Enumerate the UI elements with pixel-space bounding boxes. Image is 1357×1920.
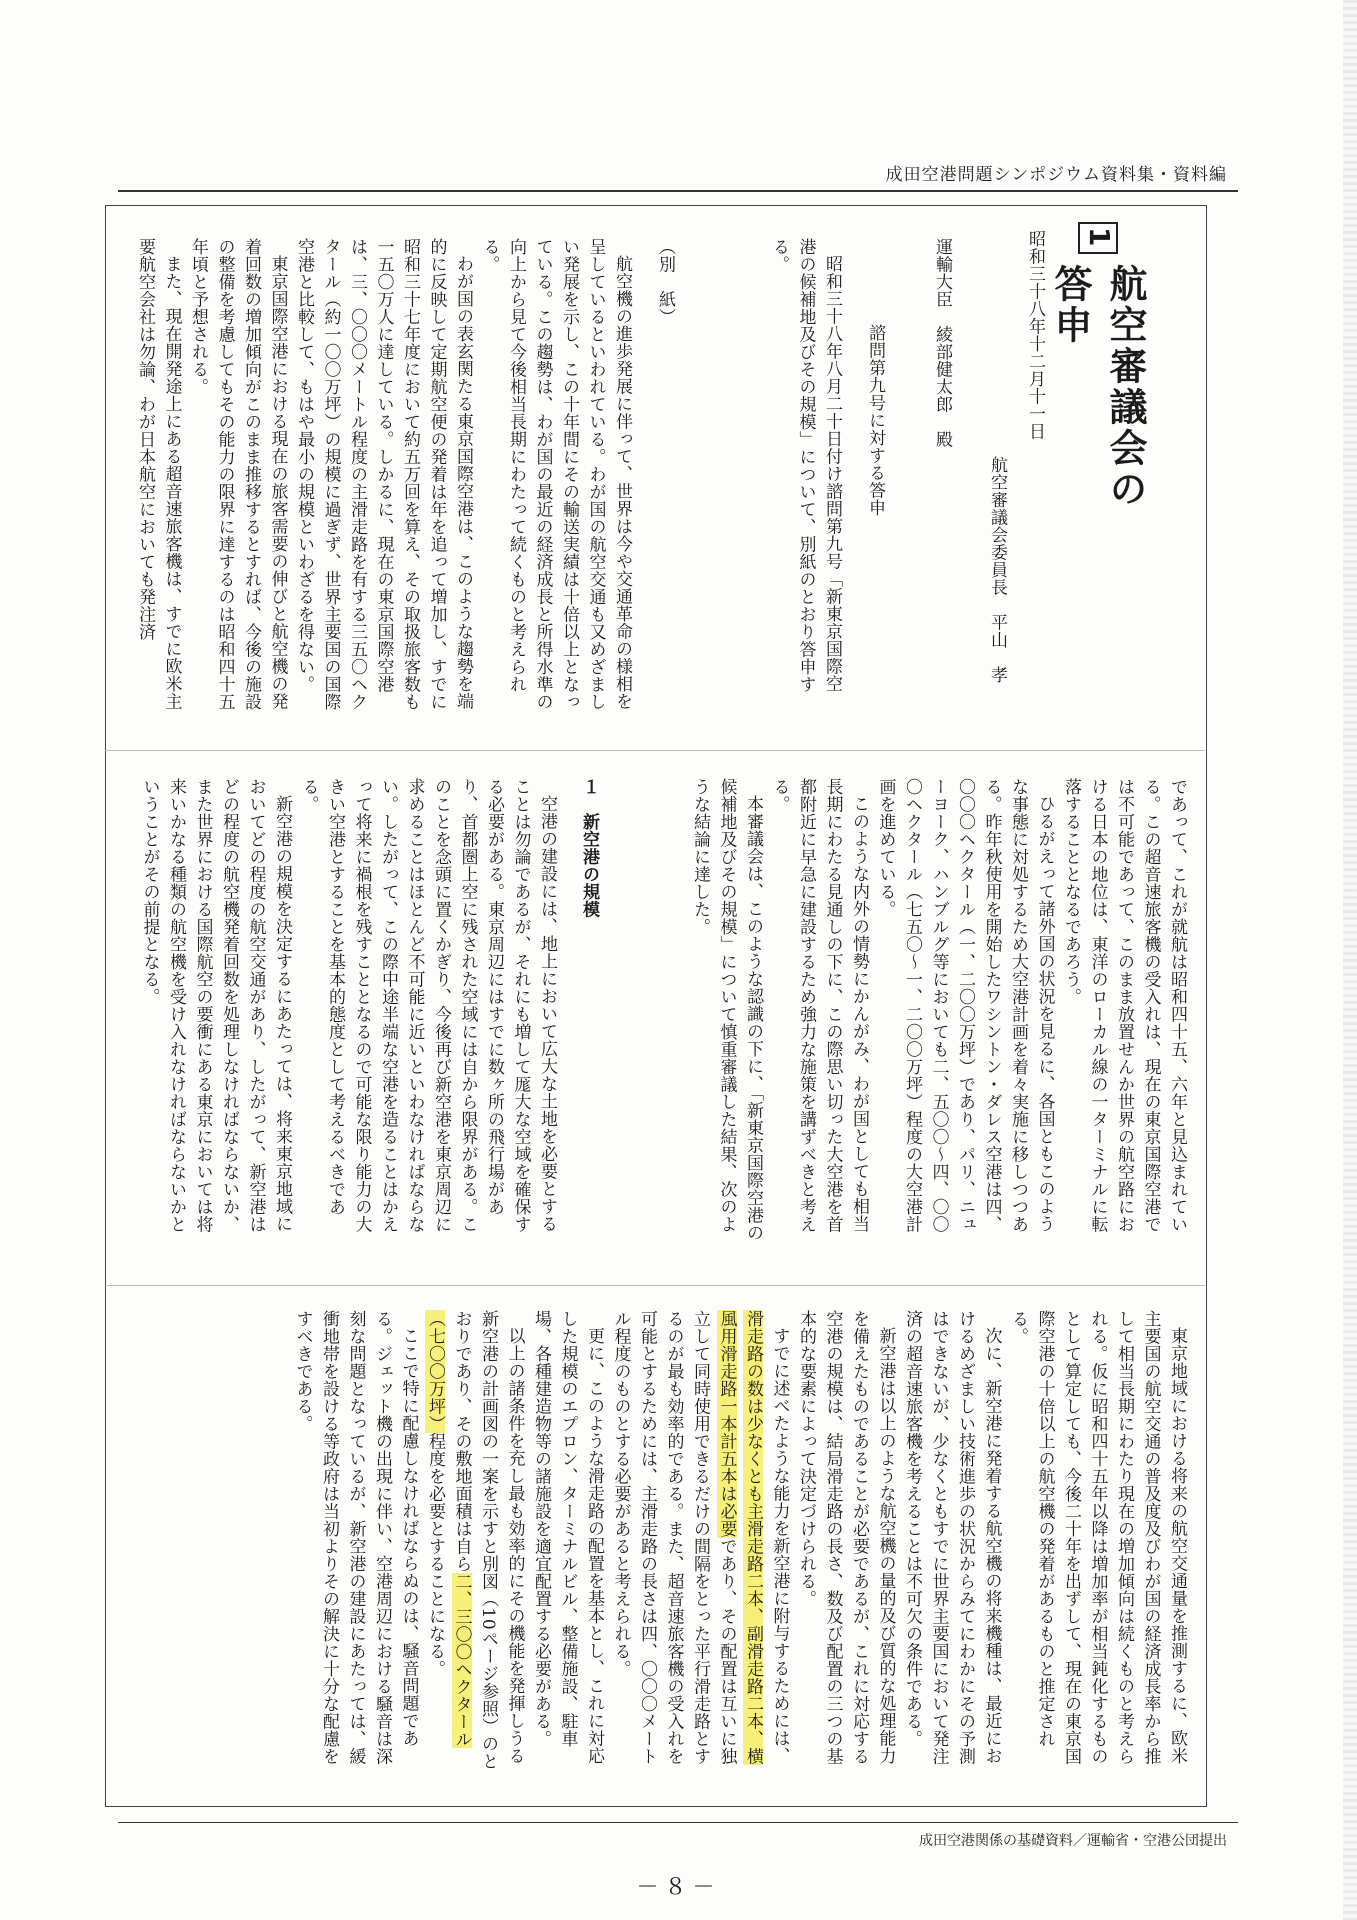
context-body (690, 778, 1190, 1248)
header-title: 成田空港問題シンポジウム資料集・資料編 (885, 165, 1227, 185)
paragraph: 本審議会は、このような認識の下に、「新東京国際空港の候補地及びその規模」について慎重審議した結果、次のような結論に達した。 (690, 778, 763, 1242)
paragraph: 航空機の進歩発展に伴って、世界は今や交通革命の様相を呈しているといわれている。わが国の航空交通も又めざましい発展を示し、この十年間にその輸送実績は十倍以上となっている。この趨勢は、わが国の最近の経済成長と所得水準の向上から見て今後相当長期にわたって続くものと考えられる。 (479, 238, 632, 711)
paragraph: ひるがえって諸外国の状況を見るに、各国ともこのような事態に対処するため大空港計画を着々実施に移しつつある。昨年秋使用を開始したワシントン・ダレス空港は四、〇〇〇ヘクタール（一、二〇〇万坪）であり、パリ、ニューヨーク、ハンブルグ等においても二、五〇〇～四、〇〇〇ヘクタール（七五〇～一、二〇〇万坪）程度の大空港計画を進めている。 (875, 778, 1055, 1233)
text-run: であり、その配置は互いに独立して同時使用できるだけの間隔をとった平行滑走路とするのが最も効率的である。また、超音速旅客機の受入れを可能とするためには、主滑走路の長さは四、〇〇〇メートル程度のものとする必要があると考えられる。 (610, 1310, 737, 1765)
paragraph: 次に、新空港に発着する航空機の将来機種は、最近におけるめざましい技術進歩の状況からみてにわかにその予測はできないが、少なくともすでに世界主要国において発注済の超音速旅客機を考えることは不可欠の条件である。 (902, 1310, 1002, 1765)
text-run: 程度を必要とすることになる。 (425, 1432, 445, 1678)
paragraph: であって、これが就航は昭和四十五、六年と見込まれている。この超音速旅客機の受入れは、現在の東京国際空港では不可能であって、このまま放置せんか世界の航空路における日本の地位は、東洋のローカル線の一ターミナルに転落することとなるであろう。 (1061, 778, 1187, 1233)
reply-title: 諮問第九号に対する答申 (865, 324, 885, 517)
footer-rule (118, 1822, 1238, 1823)
document-date: 昭和三十八年十二月十一日 (1025, 230, 1045, 440)
paragraph: このような内外の情勢にかんがみ、わが国としても相当長期にわたる見通しの下に、この際思い切った大空港を首都附近に早急に建設するため強力な施策を講ずべきと考える。 (769, 778, 869, 1233)
footer-source: 成田空港関係の基礎資料／運輸省・空港公団提出 (919, 1833, 1227, 1849)
highlighted-text: 二、三〇〇ヘクタール（七〇〇万坪） (425, 1310, 472, 1748)
tier-divider (105, 1285, 1205, 1286)
tier-divider (105, 750, 1205, 751)
header-rule (118, 190, 1238, 192)
document-number: 1 (1078, 222, 1118, 254)
highlighted-text: 滑走路の数は少なくとも主滑走路二本、副滑走路二本、横風用滑走路一本計五本は必要 (716, 1310, 763, 1765)
paragraph: わが国の表玄関たる東京国際空港は、このような趨勢を端的に反映して定期航空便の発着は年を追って増加し、すでに昭和三十七年度において約五万回を算え、その取扱旅客数も一五〇万人に達している。しかるに、現在の東京国際空港は、三、〇〇〇メートル程度の主滑走路を有する三五〇ヘクタール（約一〇〇万坪）の規模に過ぎず、世界主要国の国際空港と比較して、もはや最小の規模といわざるを得ない。 (294, 238, 473, 711)
cover-paragraph: 昭和三十八年八月二十日付け諮問第九号「新東京国際空港の候補地及びその規模」について、別紙のとおり答申する。 (769, 238, 842, 693)
paragraph: 新空港の規模を決定するにあたっては、将来東京地域においてどの程度の航空交通があり、したがって、新空港はどの程度の航空機発着回数を処理しなければならないか、また世界における国際航空の要衝にある東京においては将来いかなる種類の航空機を受け入れなければならないかということがその前提となる。 (139, 778, 292, 1233)
document-title-text: 航空審議会の答申 (1048, 264, 1147, 511)
document-to: 運輸大臣 綾部健太郎 殿 (932, 238, 952, 448)
section1-continued (88, 1310, 1190, 1780)
scan-edge (1343, 0, 1357, 1920)
document-title (1048, 222, 1147, 522)
cover-body (695, 238, 845, 708)
section-heading: １ 新空港の規模 (579, 778, 599, 918)
paragraph (607, 1310, 793, 1780)
paragraph: また、現在開発途上にある超音速旅客機は、すでに欧米主要航空会社は勿論、わが日本航空においても発注済 (135, 238, 182, 710)
paragraph (422, 1310, 528, 1780)
page-number: －８－ (636, 1875, 721, 1900)
paragraph: 更に、このような滑走路の配置を基本とし、これに対応した規模のエプロン、ターミナルビル、整備施設、駐車場、各種建造物等の諸施設を適宜配置する必要がある。 (531, 1310, 604, 1765)
appendix-label: （別 紙） (655, 238, 675, 326)
appendix-body (135, 238, 635, 718)
text-run: 以上の諸条件を充し最も効率的にその機能を発揮しうる新空港の計画図の一案を示すと別図（10ページ参照）のとおりであり、その敷地面積は自ら (451, 1310, 525, 1771)
document-from: 航空審議会委員長 平山 孝 (987, 456, 1007, 684)
paragraph: 空港の建設には、地上において広大な土地を必要とすることは勿論であるが、それにも増して厖大な空域を確保する必要がある。東京周辺にはすでに数ヶ所の飛行場があり、首都圏上空に残された空域には自から限界がある。このことを念頭に置くかぎり、今後再び新空港を東京周辺に求めることはほとんど不可能に近いといわなければならない。したがって、この際中途半端な空港を造ることはかえって将来に禍根を残すこととなるので可能な限り能力の大きい空港とすることを基本的態度として考えるべきである。 (298, 778, 557, 1233)
paragraph: 東京地域における将来の航空交通量を推測するに、欧米主要国の航空交通の普及度及びわが国の経済成長率から推して相当長期にわたり現在の増加傾向は続くものと考えられる。仮に昭和四十五年以降は増加率が相当鈍化するものとして算定しても、今後二十年を出ずして、現在の東京国際空港の十倍以上の航空機の発着があるものと推定される。 (1008, 1310, 1187, 1765)
paragraph: ここで特に配慮しなければならぬのは、騒音問題である。ジェット機の出現に伴い、空港周辺における騒音は深刻な問題となっているが、新空港の建設にあたっては、緩衝地帯を設ける等政府は当初よりその解決に十分な配慮をすべきである。 (292, 1310, 419, 1765)
paragraph: 東京国際空港における現在の旅客需要の伸びと航空機の発着回数の増加傾向がこのまま推移するとすれば、今後の施設の整備を考慮してもその能力の限界に達するのは昭和四十五年頃と予想される。 (188, 238, 288, 711)
paragraph: 新空港は以上のような航空機の量的及び質的な処理能力を備えたものであることが必要であるが、これに対応する空港の規模は、結局滑走路の長さ、数及び配置の三つの基本的な要素によって決定づけられる。 (796, 1310, 896, 1765)
section1-body (90, 778, 560, 1248)
text-run: すでに述べたような能力を新空港に附与するためには、 (769, 1327, 790, 1765)
